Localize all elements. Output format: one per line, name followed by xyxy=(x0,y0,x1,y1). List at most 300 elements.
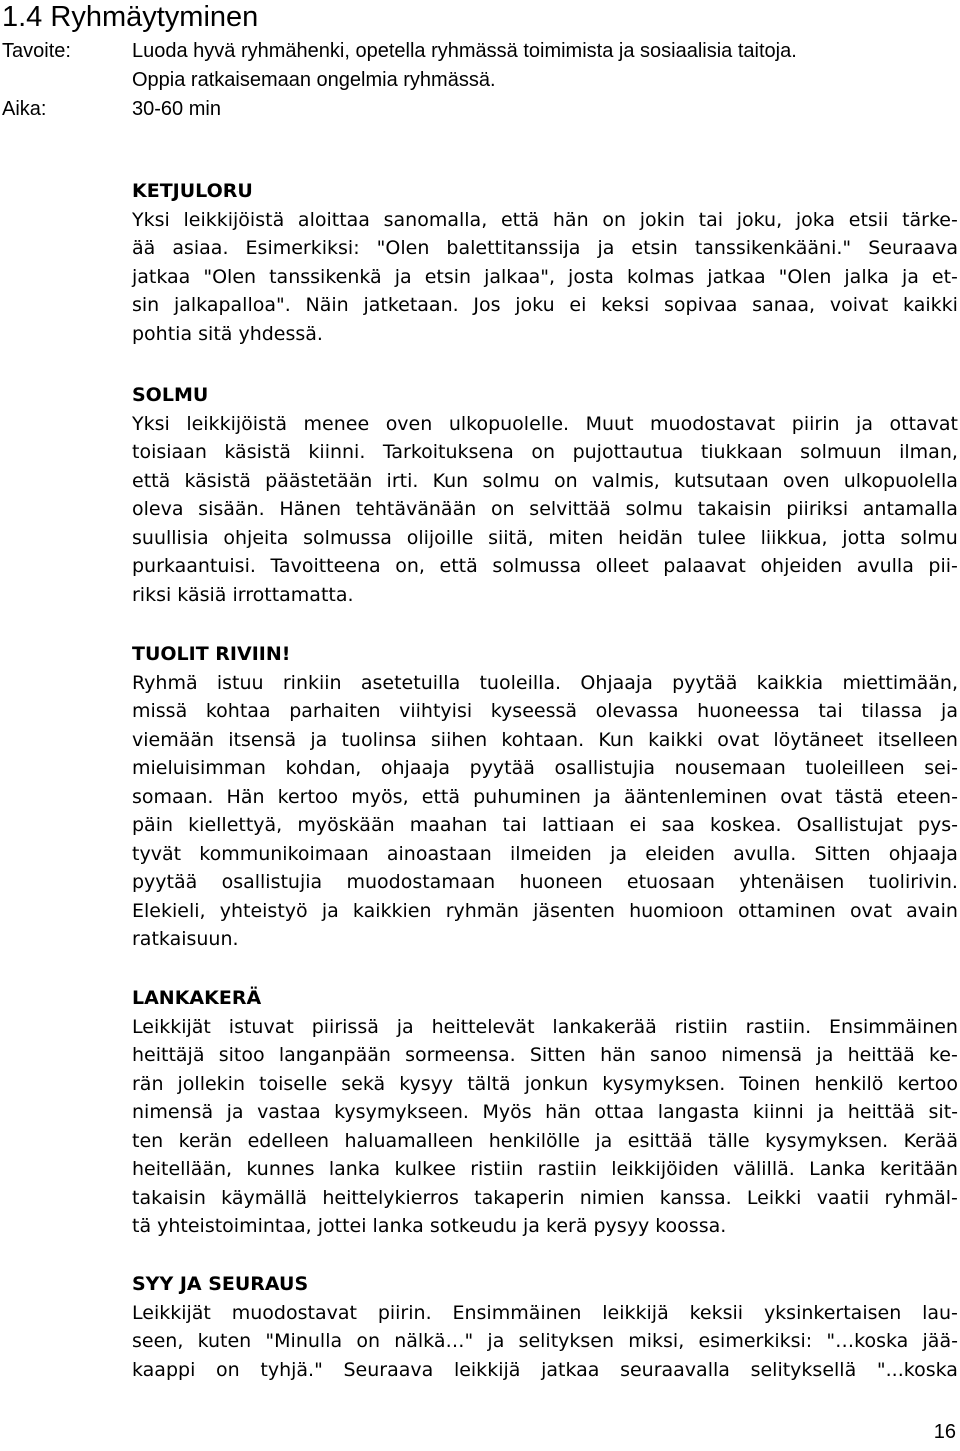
word: Kun xyxy=(598,728,634,751)
word: Leikki xyxy=(746,1186,802,1209)
word: itsensä xyxy=(228,728,297,751)
word: sanaa, xyxy=(752,294,816,316)
word: Ryhmä xyxy=(132,671,198,694)
word: ja xyxy=(321,899,339,922)
word: maahan xyxy=(409,814,488,836)
word: avulla xyxy=(856,555,914,577)
word: tanssikenkääni." xyxy=(694,237,852,259)
word: Toinen xyxy=(739,1072,801,1095)
word: olevassa xyxy=(595,700,679,722)
word: ja xyxy=(487,1330,505,1352)
word: kysyy xyxy=(399,1072,454,1095)
word: tästä xyxy=(835,785,884,808)
word: istuvat xyxy=(228,1015,294,1038)
word: viemään xyxy=(132,728,215,751)
word: tuolinsa xyxy=(341,728,417,751)
word: sin xyxy=(132,294,160,316)
word: kerän xyxy=(178,1129,233,1152)
word: henkilölle xyxy=(488,1129,580,1152)
word: takaisin xyxy=(132,1186,206,1209)
word: pujottautua xyxy=(572,441,684,463)
word: nälkä…" xyxy=(394,1330,474,1352)
word: ja xyxy=(310,728,328,751)
word: ovat xyxy=(849,899,892,922)
word: eteen- xyxy=(896,785,958,808)
word: huoneessa xyxy=(697,700,800,722)
word: toisiaan xyxy=(132,441,207,463)
word: Elekieli, xyxy=(132,899,206,922)
word: käsistä xyxy=(224,441,291,463)
word: jatkaa xyxy=(707,265,766,288)
paragraph-line xyxy=(132,840,958,869)
word: käsistä xyxy=(184,469,251,492)
word: tältä xyxy=(467,1072,511,1095)
word: liikkua, xyxy=(760,526,828,549)
word: etsii xyxy=(848,208,889,231)
paragraph-line xyxy=(132,438,958,467)
paragraph-line xyxy=(132,1356,958,1385)
word: eleiden xyxy=(645,842,715,865)
word: yhtenäisen xyxy=(739,871,845,893)
word: tai xyxy=(698,208,724,231)
word: ovat xyxy=(717,728,760,751)
word: yksinkertaisen xyxy=(763,1301,902,1324)
word: langanpään xyxy=(278,1044,391,1066)
paragraph-line xyxy=(132,1127,958,1156)
word: sopivaa xyxy=(664,294,738,316)
word: avulla. xyxy=(733,842,797,865)
word: kaikki xyxy=(903,294,958,316)
word: keksi xyxy=(601,294,650,316)
word: joku xyxy=(515,294,555,316)
goal-text-line: Oppia ratkaisemaan ongelmia ryhmässä. xyxy=(132,69,496,91)
paragraph-line xyxy=(132,1299,958,1328)
word: rastiin. xyxy=(745,1015,812,1038)
paragraph-line xyxy=(132,726,958,755)
word: aloittaa xyxy=(297,208,370,231)
word: keritään xyxy=(880,1158,958,1180)
word: ja xyxy=(394,265,412,288)
word: myöskään xyxy=(297,814,395,836)
word: sanoo xyxy=(650,1044,707,1066)
paragraph-line xyxy=(132,263,958,292)
word: heittää xyxy=(847,1044,915,1066)
word: pii- xyxy=(928,555,958,577)
word: "Olen xyxy=(376,237,430,259)
section-heading: SOLMU xyxy=(132,384,209,406)
word: sanomalla, xyxy=(383,208,488,231)
word: hän xyxy=(600,1044,636,1066)
word: ohjaaja xyxy=(888,842,958,865)
page-title: 1.4 Ryhmäytyminen xyxy=(2,1,259,33)
word: osallistujia xyxy=(554,757,656,779)
word: käymällä xyxy=(221,1186,308,1209)
word: Sitten xyxy=(814,842,871,865)
word: somaan. xyxy=(132,785,214,808)
word: että xyxy=(132,469,171,492)
time-label: Aika: xyxy=(2,98,47,120)
word: Ensimmäinen xyxy=(452,1301,582,1324)
paragraph-line xyxy=(132,669,958,698)
word: avain xyxy=(906,899,958,922)
word: pyytää xyxy=(132,871,198,893)
word: ryhmäl- xyxy=(884,1186,958,1209)
word: kaappi xyxy=(132,1358,196,1381)
word: itselleen xyxy=(877,728,958,751)
word: piirissä xyxy=(311,1015,379,1038)
word: Kerää xyxy=(903,1129,958,1152)
word: lankakerää xyxy=(552,1015,657,1038)
paragraph-line xyxy=(132,524,958,553)
word: solmuun xyxy=(800,441,882,463)
word: miten xyxy=(548,526,604,549)
word: on xyxy=(490,498,515,520)
word: jalkaa", xyxy=(484,265,556,288)
word: on xyxy=(531,441,556,463)
word: kutsutaan xyxy=(674,469,769,492)
word: asiaa. xyxy=(172,237,229,259)
word: jäsenten xyxy=(533,899,615,922)
word: "Olen xyxy=(778,265,832,288)
word: olleet xyxy=(595,555,649,577)
word: asetetuilla xyxy=(360,671,461,694)
word: leikkijöistä xyxy=(186,412,288,435)
word: Hänen xyxy=(279,498,342,520)
word: nimensä xyxy=(721,1044,803,1066)
word: siitä, xyxy=(488,526,534,549)
word: ainoastaan xyxy=(386,842,492,865)
word: heittelevät xyxy=(431,1015,535,1038)
word: nimensä xyxy=(132,1101,214,1123)
word: tehtävänään xyxy=(355,498,477,520)
word: ja xyxy=(817,1101,835,1123)
word: Yksi xyxy=(132,208,170,231)
word: Seuraava xyxy=(868,237,958,259)
word: muodostavat xyxy=(650,412,776,435)
word: mieluisimman xyxy=(132,757,266,779)
word: Esimerkiksi: xyxy=(245,237,360,259)
word: puhuminen xyxy=(473,785,581,808)
word: yhteistyö xyxy=(219,899,308,922)
word: kertoo xyxy=(277,785,339,808)
word: ja xyxy=(856,412,873,435)
paragraph-line: pohtia sitä yhdessä. xyxy=(132,322,323,345)
word: Tarkoituksena xyxy=(382,441,514,463)
word: heidän xyxy=(618,526,683,549)
word: ottaa xyxy=(594,1101,645,1123)
word: on, xyxy=(395,555,425,577)
word: nousemaan xyxy=(674,757,786,779)
word: sitoo xyxy=(218,1044,265,1066)
word: lanka xyxy=(328,1158,381,1180)
word: kohtaan. xyxy=(501,728,585,751)
word: myös, xyxy=(351,785,409,808)
section-heading: LANKAKERÄ xyxy=(132,987,262,1009)
word: Hän xyxy=(226,785,265,808)
word: ja xyxy=(941,700,958,722)
section-syy-ja-seuraus xyxy=(132,1270,958,1384)
paragraph-line xyxy=(132,1013,958,1042)
word: Ohjaaja xyxy=(580,671,653,694)
word: päin xyxy=(132,814,174,836)
word: ottaminen xyxy=(738,899,836,922)
word: ristiin xyxy=(470,1158,524,1180)
word: pys- xyxy=(917,814,958,836)
word: jalkapalloa". xyxy=(173,294,291,316)
word: rän xyxy=(132,1072,164,1095)
paragraph-line xyxy=(132,1041,958,1070)
word: ryhmän xyxy=(445,899,519,922)
word: "…koska xyxy=(826,1330,909,1352)
word: takaperin xyxy=(474,1186,565,1209)
word: oven xyxy=(782,469,830,492)
word: jatketaan. xyxy=(363,294,459,316)
word: tiukkaan xyxy=(700,441,783,463)
word: tuoleilla. xyxy=(479,671,562,694)
word: sit- xyxy=(928,1101,958,1123)
word: ilmeiden xyxy=(510,842,592,865)
word: ja xyxy=(226,1101,244,1123)
word: "Olen xyxy=(203,265,257,288)
word: tyhjä." xyxy=(260,1358,323,1381)
time-value: 30-60 min xyxy=(132,98,221,120)
paragraph-line xyxy=(132,552,958,581)
word: henkilö xyxy=(814,1072,884,1095)
word: kuten xyxy=(197,1330,252,1352)
word: josta xyxy=(568,265,614,288)
word: leikkijä xyxy=(453,1358,521,1381)
word: kaikkien xyxy=(352,899,432,922)
paragraph-line xyxy=(132,783,958,812)
goal-label: Tavoite: xyxy=(2,40,71,62)
word: selityksen xyxy=(518,1330,615,1352)
word: jää- xyxy=(922,1330,958,1352)
word: tilassa xyxy=(861,700,923,722)
word: heittäjä xyxy=(132,1044,205,1066)
word: heitellään, xyxy=(132,1158,233,1180)
word: on xyxy=(602,208,626,231)
word: solmu xyxy=(900,526,958,549)
paragraph-line xyxy=(132,1098,958,1127)
word: kohdan, xyxy=(285,757,362,779)
word: ilman, xyxy=(899,441,958,463)
word: kiinni. xyxy=(308,441,366,463)
paragraph-line xyxy=(132,1184,958,1213)
word: ovat xyxy=(780,785,823,808)
word: keksii xyxy=(689,1301,744,1324)
paragraph-line: ratkaisuun. xyxy=(132,928,239,950)
word: kommunikoimaan xyxy=(199,842,369,865)
word: toiselle xyxy=(259,1072,328,1095)
paragraph-line xyxy=(132,1327,958,1356)
word: Osallistujat xyxy=(796,814,903,836)
word: menee xyxy=(303,412,370,435)
word: balettitanssija xyxy=(446,237,581,259)
word: ja xyxy=(593,785,611,808)
word: ää xyxy=(132,237,156,259)
word: rastiin xyxy=(537,1158,597,1180)
word: missä xyxy=(132,700,188,722)
word: kysymyksen. xyxy=(765,1129,889,1152)
section-solmu xyxy=(132,381,958,609)
word: sisään. xyxy=(198,498,265,520)
word: kiinni xyxy=(752,1101,804,1123)
word: selvittää xyxy=(529,498,611,520)
word: seuraavalla xyxy=(620,1358,730,1381)
word: leikkijöistä xyxy=(183,208,285,231)
word: ja xyxy=(396,1015,414,1038)
section-tuolit-riviin xyxy=(132,640,958,954)
word: tai xyxy=(502,814,527,836)
word: huomioon xyxy=(629,899,724,922)
paragraph-line xyxy=(132,1070,958,1099)
word: päästetään xyxy=(265,469,373,492)
word: tälle xyxy=(708,1129,750,1152)
word: kanssa. xyxy=(659,1186,732,1209)
word: esimerkiksi: xyxy=(698,1330,813,1352)
word: ei xyxy=(629,814,647,836)
word: oleva xyxy=(132,498,184,520)
paragraph-line xyxy=(132,206,958,235)
word: et- xyxy=(931,265,958,288)
paragraph-line xyxy=(132,868,958,897)
word: tärke- xyxy=(902,208,958,231)
word: tuolirivin. xyxy=(868,871,958,893)
word: viihtyisi xyxy=(399,700,473,722)
word: kulkee xyxy=(394,1158,456,1180)
word: palaavat xyxy=(663,555,746,577)
word: jatkaa xyxy=(541,1358,600,1381)
word: edelleen xyxy=(247,1129,330,1152)
word: että xyxy=(421,785,460,808)
word: ottavat xyxy=(889,412,958,435)
word: pyytää xyxy=(672,671,738,694)
word: kaikki xyxy=(648,728,704,751)
word: haluamalleen xyxy=(344,1129,474,1152)
word: muodostamaan xyxy=(346,871,496,893)
word: Tavoitteena xyxy=(270,555,381,577)
word: Jos xyxy=(473,294,501,316)
word: ohjeiden xyxy=(760,555,843,577)
word: on xyxy=(216,1358,240,1381)
word: tuoleilleen xyxy=(805,757,905,779)
goal-text-line: Luoda hyvä ryhmähenki, opetella ryhmässä toimimista ja sosiaalisia taitoja. xyxy=(132,40,797,62)
word: istuu xyxy=(216,671,264,694)
word: ja xyxy=(597,237,615,259)
word: solmussa xyxy=(303,526,392,549)
word: Muut xyxy=(585,412,634,435)
word: Näin xyxy=(305,294,349,316)
word: selityksellä xyxy=(750,1358,857,1381)
word: tyvät xyxy=(132,842,182,865)
word: solmu xyxy=(482,469,540,492)
word: Seuraava xyxy=(343,1358,434,1381)
word: Kun xyxy=(432,469,469,492)
word: piirin. xyxy=(377,1301,432,1324)
word: Yksi xyxy=(132,412,170,435)
word: ja xyxy=(595,1129,613,1152)
word: on xyxy=(554,469,578,492)
word: jonkun xyxy=(524,1072,589,1095)
word: purkaantuisi. xyxy=(132,555,256,577)
word: ja xyxy=(901,265,919,288)
word: irti. xyxy=(386,469,419,492)
paragraph-line xyxy=(132,495,958,524)
word: ohjeita xyxy=(223,526,289,549)
word: piirin xyxy=(791,412,840,435)
word: lattiaan xyxy=(541,814,615,836)
word: ohjaaja xyxy=(380,757,451,779)
word: esittää xyxy=(627,1129,693,1152)
word: seen, xyxy=(132,1330,184,1352)
word: ei xyxy=(569,294,587,316)
word: ristiin xyxy=(674,1015,728,1038)
word: osallistujia xyxy=(221,871,323,893)
word: tanssikenkä xyxy=(269,265,382,288)
word: kyseessä xyxy=(490,700,578,722)
word: kertoo xyxy=(897,1072,958,1095)
section-heading: TUOLIT RIVIIN! xyxy=(132,643,291,665)
word: jokin xyxy=(639,208,685,231)
word: kysymyksen. xyxy=(602,1072,726,1095)
word: piiriksi xyxy=(786,498,849,520)
word: jollekin xyxy=(177,1072,246,1095)
word: lau- xyxy=(922,1301,958,1324)
word: että xyxy=(500,208,540,231)
word: langasta xyxy=(657,1101,740,1123)
word: antamalla xyxy=(862,498,958,520)
paragraph-line xyxy=(132,897,958,926)
word: etuosaan xyxy=(626,871,715,893)
word: vastaa xyxy=(257,1101,321,1123)
word: sekä xyxy=(341,1072,386,1095)
section-ketjuloru xyxy=(132,177,958,348)
word: valmis, xyxy=(591,469,660,492)
paragraph-line xyxy=(132,234,958,263)
word: välillä. xyxy=(733,1158,795,1180)
word: kohtaa xyxy=(205,700,271,722)
word: rinkiin xyxy=(282,671,342,694)
word: hän xyxy=(545,1101,581,1123)
word: löytäneet xyxy=(773,728,864,751)
word: Myös xyxy=(482,1101,532,1123)
word: ääntenleminen xyxy=(624,785,768,808)
word: tulee xyxy=(697,526,746,549)
word: kysymykseen. xyxy=(334,1101,469,1123)
word: takaisin xyxy=(697,498,772,520)
word: Leikkijät xyxy=(132,1015,211,1038)
section-heading: KETJULORU xyxy=(132,180,253,202)
word: siihen xyxy=(430,728,488,751)
word: kiellettyä, xyxy=(188,814,283,836)
word: ja xyxy=(610,842,627,865)
word: ja xyxy=(816,1044,834,1066)
word: leikkijä xyxy=(602,1301,669,1324)
word: solmussa xyxy=(492,555,582,577)
word: solmu xyxy=(625,498,683,520)
word: leikkijöiden xyxy=(611,1158,719,1180)
word: että xyxy=(439,555,478,577)
word: joku, xyxy=(736,208,783,231)
word: tai xyxy=(818,700,843,722)
word: Lanka xyxy=(809,1158,866,1180)
word: Ensimmäinen xyxy=(829,1015,958,1038)
word: nimien xyxy=(579,1186,645,1209)
paragraph-line: tä yhteistoimintaa, jottei lanka sotkeudu ja kerä pysyy koossa. xyxy=(132,1215,727,1237)
paragraph-line: riksi käsiä irrottamatta. xyxy=(132,583,354,606)
word: pyytää xyxy=(469,757,535,779)
word: hän xyxy=(552,208,589,231)
